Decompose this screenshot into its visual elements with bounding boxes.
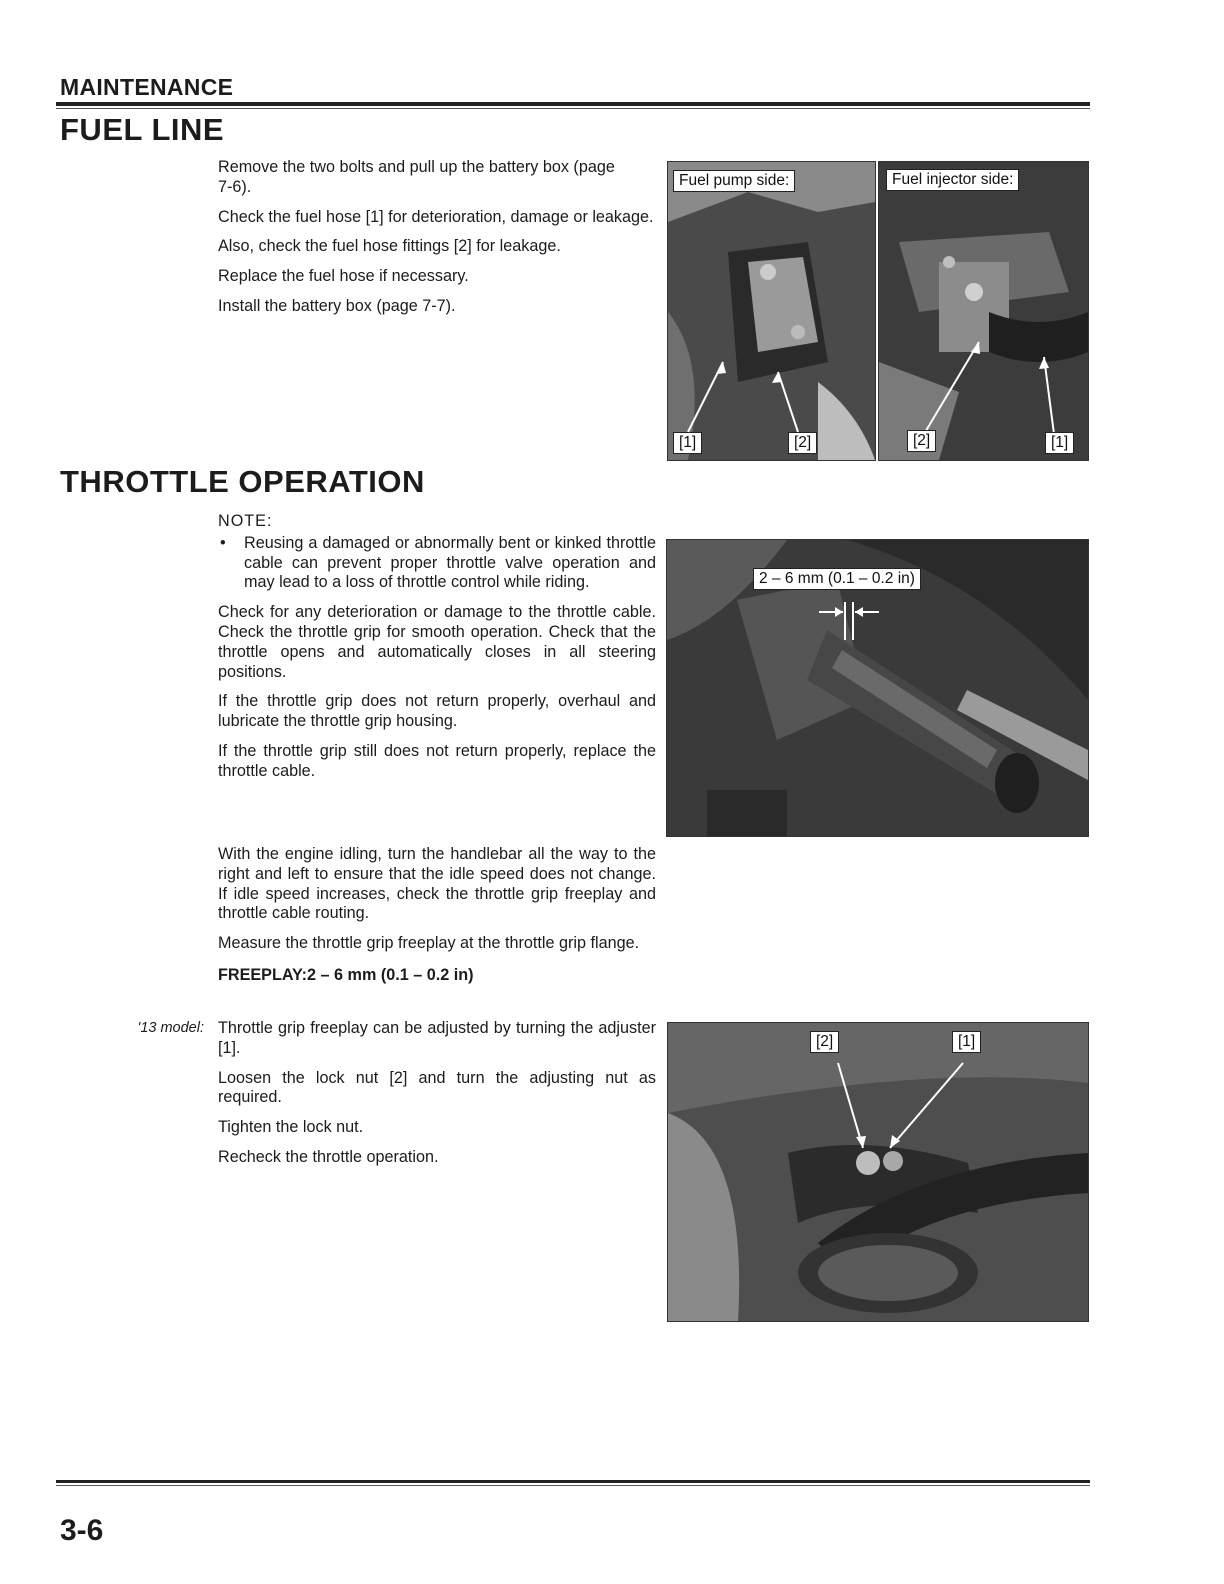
fuel-line-text <box>218 158 656 327</box>
throttle-check-paragraph: Check for any deterioration or damage to the throttle cable. Check the throttle grip for smooth operation. Check that the throttle opens and automatically closes in all steering positions. <box>218 603 656 681</box>
fuel-line-title: FUEL LINE <box>60 112 225 147</box>
throttle-grip-photo <box>666 539 1089 837</box>
adjuster-label-2: [2] <box>810 1031 839 1053</box>
throttle-adjuster-photo <box>667 1022 1089 1322</box>
fuel-line-step-4: Replace the fuel hose if necessary. <box>218 267 469 286</box>
measure-freeplay-paragraph: Measure the throttle grip freeplay at the throttle grip flange. <box>218 934 640 953</box>
bullet-dot: • <box>220 533 226 552</box>
fuel-injector-photo <box>878 161 1089 461</box>
note-bullet-text: Reusing a damaged or abnormally bent or kinked throttle cable can prevent proper throttle valve operation and may lead to a loss of throttle control while riding. <box>244 533 656 592</box>
fuel-injector-side-caption: Fuel injector side: <box>886 169 1019 191</box>
throttle-overhaul-paragraph: If the throttle grip does not return properly, overhaul and lubricate the throttle grip housing. <box>218 692 656 731</box>
note-bullet <box>218 534 656 593</box>
footer-rule <box>56 1480 1090 1483</box>
throttle-idle-text <box>218 845 656 996</box>
fuel-line-step-2: Check the fuel hose [1] for deterioration, damage or leakage. <box>218 207 654 226</box>
fuel-line-step-5: Install the battery box (page 7-7). <box>218 296 456 315</box>
adjust-text <box>218 1019 656 1178</box>
header-rule <box>56 102 1090 106</box>
throttle-operation-title: THROTTLE OPERATION <box>60 464 425 499</box>
fuel-pump-label-2: [2] <box>788 432 817 454</box>
adjust-step-3: Tighten the lock nut. <box>218 1118 364 1137</box>
footer-rule-thin <box>56 1485 1090 1486</box>
fuel-line-step-1: Remove the two bolts and pull up the battery box (page 7-6). <box>218 158 615 196</box>
fuel-pump-photo-art <box>668 162 875 460</box>
idle-check-paragraph: With the engine idling, turn the handlebar all the way to the right and left to ensure that the idle speed does not change. If idle speed increases, check the throttle grip freeplay and throttle cable routing. <box>218 845 656 923</box>
fuel-pump-side-caption: Fuel pump side: <box>673 170 795 192</box>
note-label: NOTE: <box>218 512 273 530</box>
adjust-step-1: Throttle grip freeplay can be adjusted by turning the adjuster [1]. <box>218 1019 656 1057</box>
adjust-step-2: Loosen the lock nut [2] and turn the adjusting nut as required. <box>218 1068 656 1107</box>
throttle-adjuster-photo-art <box>668 1023 1088 1321</box>
fuel-injector-photo-art <box>879 162 1088 460</box>
freeplay-spec: FREEPLAY:2 – 6 mm (0.1 – 0.2 in) <box>218 965 474 984</box>
adjust-step-4: Recheck the throttle operation. <box>218 1147 439 1166</box>
fuel-pump-photo <box>667 161 876 461</box>
model-label: '13 model: <box>137 1020 204 1036</box>
throttle-replace-paragraph: If the throttle grip still does not return properly, replace the throttle cable. <box>218 741 656 780</box>
adjuster-label-1: [1] <box>952 1031 981 1053</box>
header-rule-thin <box>56 108 1090 109</box>
fuel-pump-label-1: [1] <box>673 432 702 454</box>
page-number: 3-6 <box>60 1514 104 1547</box>
section-header: MAINTENANCE <box>60 74 234 100</box>
fuel-injector-label-1: [1] <box>1045 432 1074 454</box>
fuel-line-step-3: Also, check the fuel hose fittings [2] for leakage. <box>218 237 561 256</box>
throttle-text <box>218 512 656 792</box>
freeplay-figure-caption: 2 – 6 mm (0.1 – 0.2 in) <box>753 568 921 590</box>
fuel-injector-label-2: [2] <box>907 430 936 452</box>
